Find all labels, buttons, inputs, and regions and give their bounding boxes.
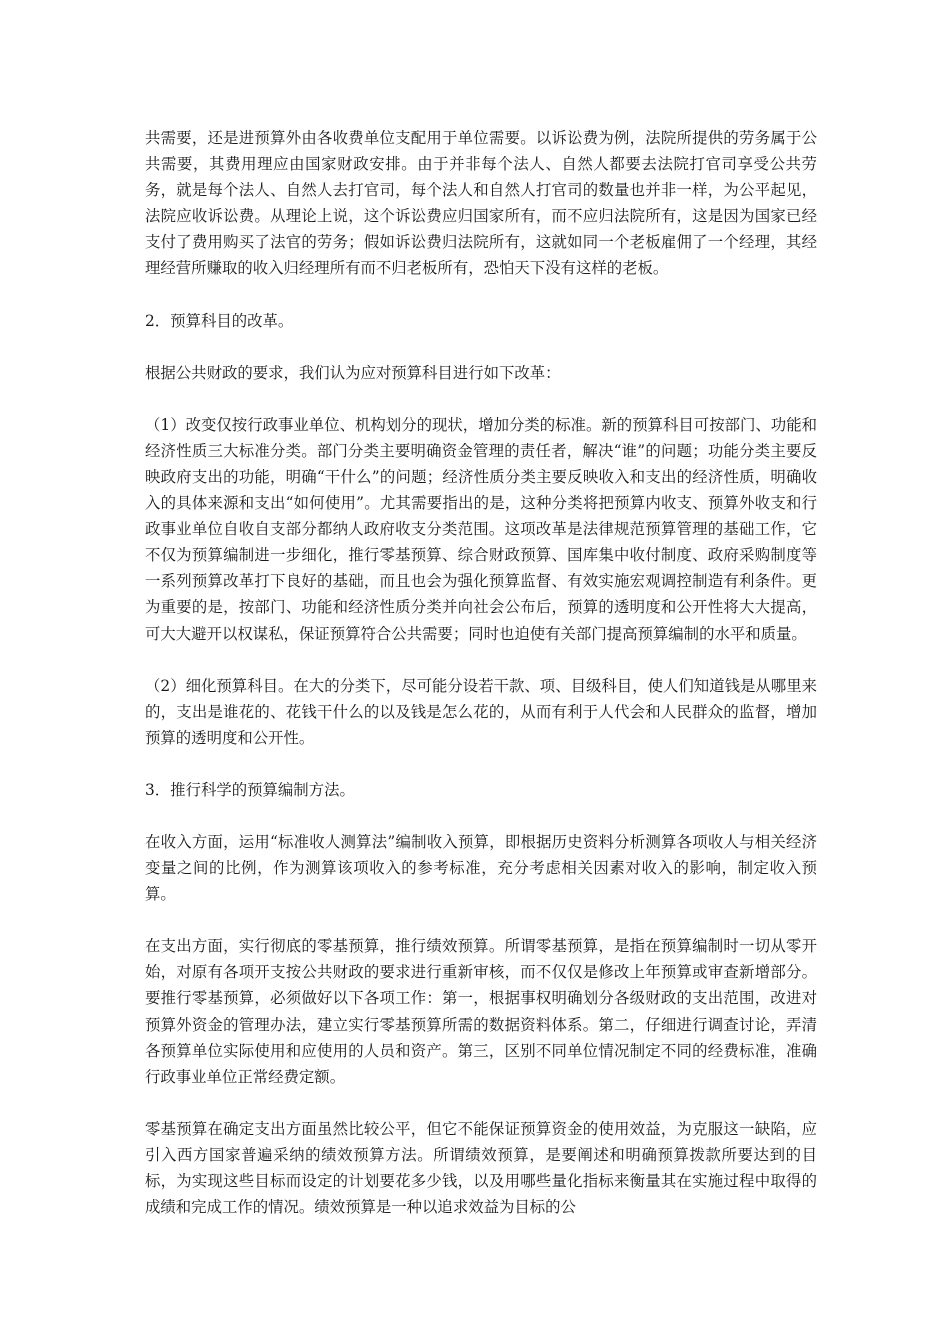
paragraph-reform-intro: 根据公共财政的要求，我们认为应对预算科目进行如下改革：	[145, 363, 561, 382]
paragraph-public-demand-litigation-fee: 共需要，还是进预算外由各收费单位支配用于单位需要。以诉讼费为例，法院所提供的劳务属于公共需要，其费用理应由国家财政安排。由于并非每个法人、自然人都要去法院打官司享受公共劳务，就是每个法人、自然人去打官司，每个法人和自然人打官司的数量也并非一样，为公平起见，法院应收诉讼费。从理论上说，这个诉讼费应归国家所有，而不应归法院所有，这是因为国家已经支付了费用购买了法官的劳务；假如诉讼费归法院所有，这就如同一个老板雇佣了一个经理，其经理经营所赚取的收入归经理所有而不归老板所有，恐怕天下没有这样的老板。	[145, 129, 817, 278]
document-body	[145, 125, 817, 1220]
heading-budget-subject-reform: 2．预算科目的改革。	[145, 311, 294, 330]
paragraph-item-2-refine-subjects: （2）细化预算科目。在大的分类下，尽可能分设若干款、项、目级科目，使人们知道钱是从哪里来的，支出是谁花的、花钱干什么的以及钱是怎么花的，从而有利于人代会和人民群众的监督，增加预算的透明度和公开性。	[145, 676, 817, 747]
paragraph-expenditure-side: 在支出方面，实行彻底的零基预算，推行绩效预算。所谓零基预算，是指在预算编制时一切从零开始，对原有各项开支按公共财政的要求进行重新审核，而不仅仅是修改上年预算或审查新增部分。要推行零基预算，必须做好以下各项工作：第一，根据事权明确划分各级财政的支出范围，改进对预算外资金的管理办法，建立实行零基预算所需的数据资料体系。第二，仔细进行调查讨论，弄清各预算单位实际使用和应使用的人员和资产。第三，区别不同单位情况制定不同的经费标准，准确行政事业单位正常经费定额。	[145, 937, 817, 1086]
paragraph-performance-budget: 零基预算在确定支出方面虽然比较公平，但它不能保证预算资金的使用效益，为克服这一缺陷，应引入西方国家普遍采纳的绩效预算方法。所谓绩效预算，是要阐述和明确预算拨款所要达到的目标，为实现这些目标而设定的计划要花多少钱，以及用哪些量化指标来衡量其在实施过程中取得的成绩和完成工作的情况。绩效预算是一种以追求效益为目标的公	[145, 1119, 817, 1217]
heading-scientific-budget-methods: 3．推行科学的预算编制方法。	[145, 780, 355, 799]
paragraph-revenue-side: 在收入方面，运用“标准收人测算法”编制收入预算，即根据历史资料分析测算各项收人与相关经济变量之间的比例，作为测算该项收入的参考标准，充分考虑相关因素对收入的影响，制定收入预算。	[145, 832, 817, 904]
paragraph-item-1-classification: （1）改变仅按行政事业单位、机构划分的现状，增加分类的标准。新的预算科目可按部门、功能和经济性质三大标准分类。部门分类主要明确资金管理的责任者，解决“谁”的问题；功能分类主要反映政府支出的功能，明确“干什么”的问题；经济性质分类主要反映收入和支出的经济性质，明确收入的具体来源和支出“如何使用”。尤其需要指出的是，这种分类将把预算内收支、预算外收支和行政事业单位自收自支部分都纳人政府收支分类范围。这项改革是法律规范预算管理的基础工作，它不仅为预算编制进一步细化，推行零基预算、综合财政预算、国库集中收付制度、政府采购制度等一系列预算改革打下良好的基础，而且也会为强化预算监督、有效实施宏观调控制造有利条件。更为重要的是，按部门、功能和经济性质分类并向社会公布后，预算的透明度和公开性将大大提高，可大大避开以权谋私，保证预算符合公共需要；同时也迫使有关部门提高预算编制的水平和质量。	[145, 415, 817, 643]
